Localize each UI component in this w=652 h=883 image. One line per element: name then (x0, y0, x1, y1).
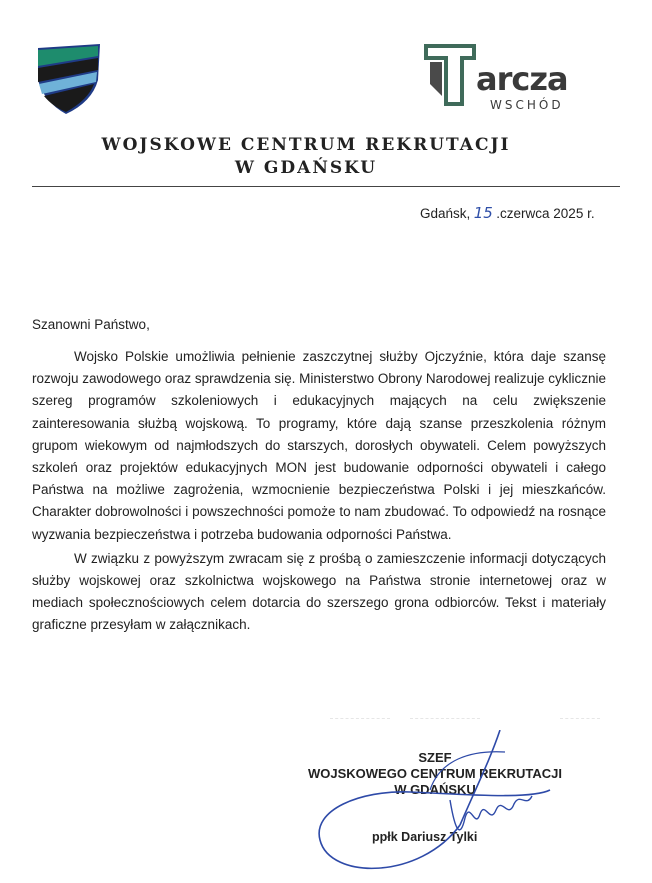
body-paragraph-2: W związku z powyższym zwracam się z prośbą o zamieszczenie informacji dotyczących służby wojskowej oraz szkolnictwa wojskowego na Państwa stronie internetowej oraz w mediach społecznościowych celem dotarcia do szerszego grona odbiorców. Tekst i materiały graficzne przesyłam w załącznikach. (32, 550, 606, 633)
date-city: Gdańsk, (420, 206, 471, 221)
letter-date (420, 204, 600, 222)
faint-divider (560, 718, 600, 719)
letter-body (32, 346, 606, 637)
signature-block (290, 750, 580, 798)
shield-emblem-icon (30, 40, 108, 116)
salutation: Szanowni Państwo, (32, 317, 150, 332)
signature-title-line2: WOJSKOWEGO CENTRUM REKRUTACJI (308, 766, 562, 781)
signature-title-line3: W GDAŃSKU (394, 782, 476, 797)
faint-divider (330, 718, 390, 719)
logo-subtitle: WSCHÓD (490, 98, 564, 112)
header-divider (32, 186, 620, 187)
date-day-handwritten: 15 (473, 204, 493, 222)
faint-divider (410, 718, 480, 719)
body-paragraph-1: Wojsko Polskie umożliwia pełnienie zaszczytnej służby Ojczyźnie, która daje szansę rozwoju zawodowego oraz sprawdzenia się. Ministerstwo Obrony Narodowej realizuje cyklicznie szereg programów szkoleniowych i edukacyjnych mających na celu zwiększenie zainteresowania służbą wojskową. To programy, które dają szanse przeszkolenia różnym grupom wiekowym od najmłodszych do starszych, dorosłych obywateli. Celem powyższych szkoleń oraz projektów edukacyjnych MON jest budowanie odporności obywateli i całego Państwa na możliwe zagrożenia, wzmocnienie bezpieczeństwa Polski i jej mieszkańców. Charakter dobrowolności i powszechności pomoże to nam zbudować. To odpowiedź na rosnące wyzwania bezpieczeństwa i potrzeba budowania odporności Państwa. (32, 349, 607, 542)
date-month-year: .czerwca 2025 r. (496, 206, 595, 221)
tarcza-wschod-logo (420, 40, 590, 116)
signatory-name: ppłk Dariusz Tylki (372, 830, 478, 844)
shield-emblem-logo (30, 40, 108, 116)
institution-title-line2: W GDAŃSKU (234, 158, 378, 178)
institution-title-line1: WOJSKOWE CENTRUM REKRUTACJI (101, 135, 511, 155)
tarcza-wschod-icon (420, 40, 480, 110)
signature-title-line1: SZEF (418, 750, 452, 765)
logo-wordmark: arcza (476, 60, 568, 98)
